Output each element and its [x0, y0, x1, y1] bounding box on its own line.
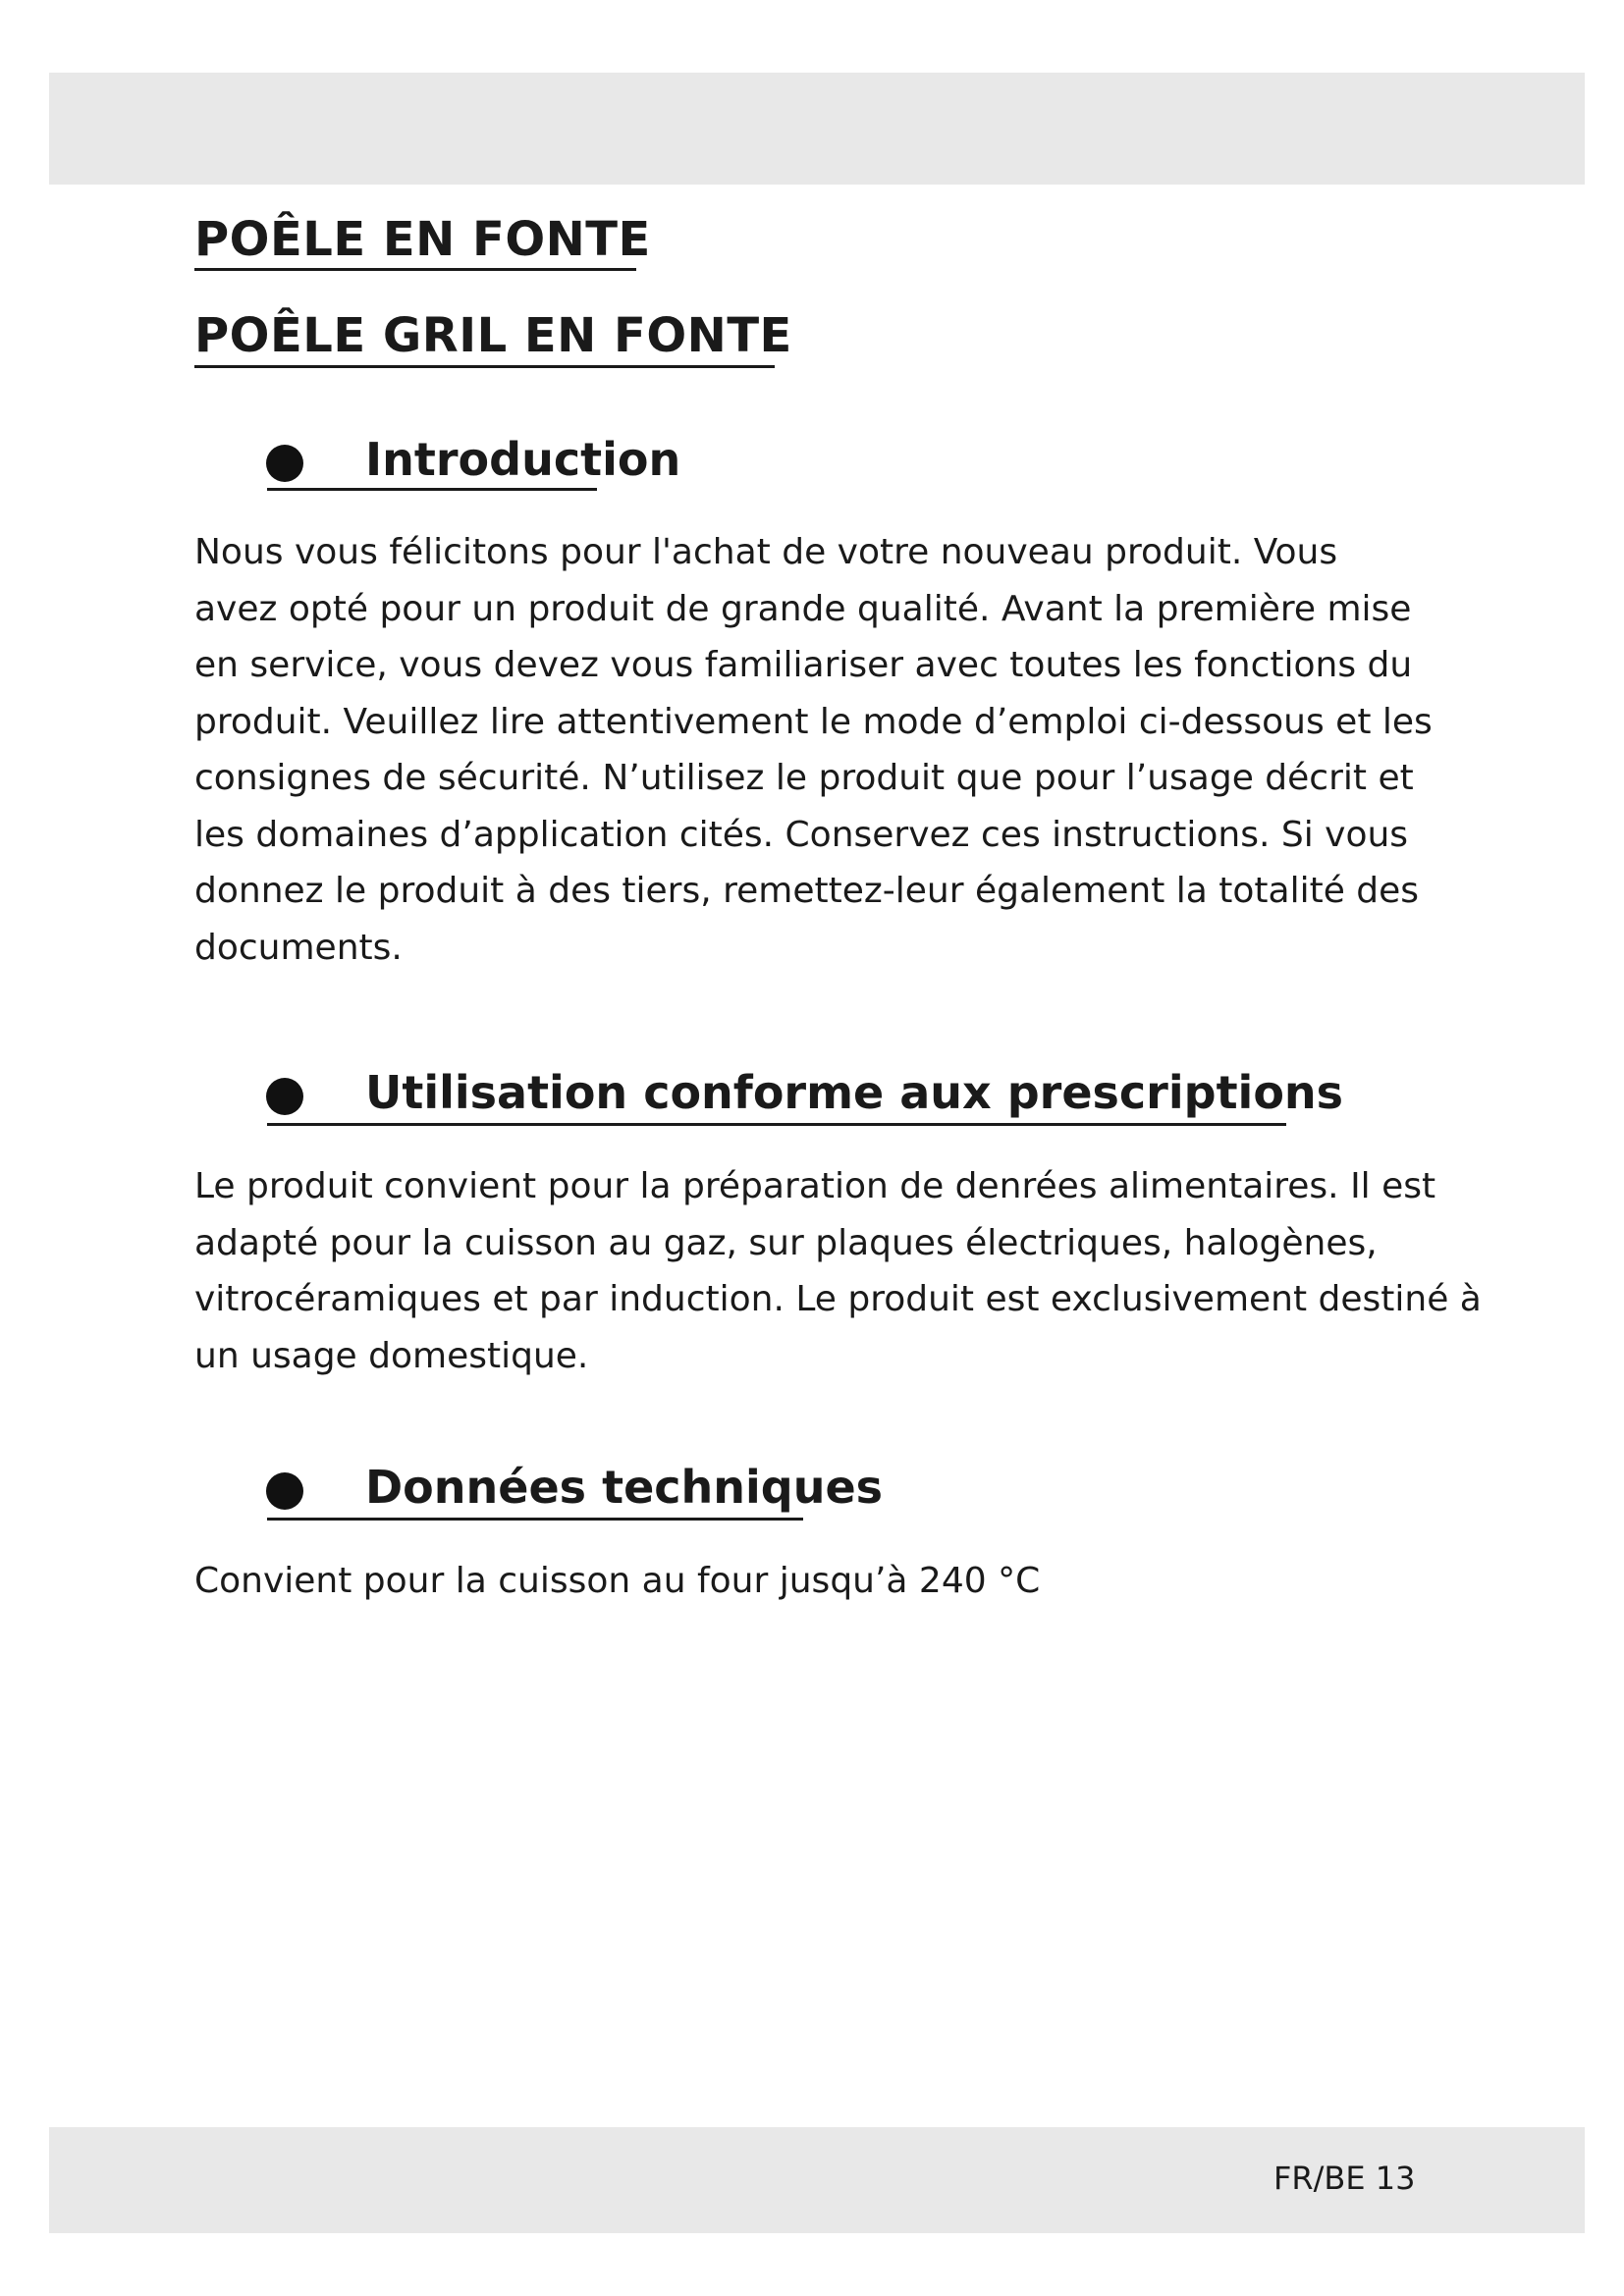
- introduction-paragraph: [194, 524, 1433, 976]
- text-line: consignes de sécurité. N’utilisez le produit que pour l’usage décrit et: [194, 758, 1414, 798]
- bullet-icon: [266, 445, 303, 482]
- intended-use-paragraph: [194, 1158, 1482, 1384]
- header-band: [49, 73, 1585, 185]
- section-heading-intended-use: [0, 1065, 1624, 1134]
- section-title: Introduction: [365, 433, 681, 486]
- technical-data-paragraph: [194, 1553, 1040, 1610]
- title-underline: [194, 268, 636, 271]
- bullet-icon: [266, 1078, 303, 1115]
- section-heading-introduction: [0, 432, 1624, 501]
- text-line: Nous vous félicitons pour l'achat de votre nouveau produit. Vous: [194, 532, 1338, 572]
- document-subtitle: POÊLE GRIL EN FONTE: [194, 308, 792, 363]
- text-line: avez opté pour un produit de grande qualité. Avant la première mise: [194, 588, 1412, 629]
- text-line: vitrocéramiques et par induction. Le produit est exclusivement destiné à: [194, 1279, 1482, 1319]
- section-title: Utilisation conforme aux prescriptions: [365, 1066, 1344, 1119]
- text-line: adapté pour la cuisson au gaz, sur plaques électriques, halogènes,: [194, 1222, 1378, 1263]
- text-line: Le produit convient pour la préparation de denrées alimentaires. Il est: [194, 1166, 1436, 1206]
- text-line: documents.: [194, 927, 403, 968]
- bullet-icon: [266, 1472, 303, 1510]
- text-line: un usage domestique.: [194, 1335, 589, 1376]
- text-line: Convient pour la cuisson au four jusqu’à 240 °C: [194, 1561, 1041, 1601]
- text-line: donnez le produit à des tiers, remettez-leur également la totalité des: [194, 871, 1420, 911]
- document-title: POÊLE EN FONTE: [194, 212, 651, 267]
- text-line: en service, vous devez vous familiariser avec toutes les fonctions du: [194, 645, 1413, 685]
- section-underline: [267, 1123, 1286, 1126]
- page-number: FR/BE 13: [1273, 2160, 1416, 2197]
- text-line: les domaines d’application cités. Conservez ces instructions. Si vous: [194, 814, 1409, 855]
- subtitle-underline: [194, 365, 775, 368]
- section-title: Données techniques: [365, 1461, 884, 1514]
- section-heading-technical-data: [0, 1460, 1624, 1528]
- section-underline: [267, 1518, 803, 1521]
- section-underline: [267, 488, 597, 491]
- text-line: produit. Veuillez lire attentivement le mode d’emploi ci-dessous et les: [194, 701, 1433, 742]
